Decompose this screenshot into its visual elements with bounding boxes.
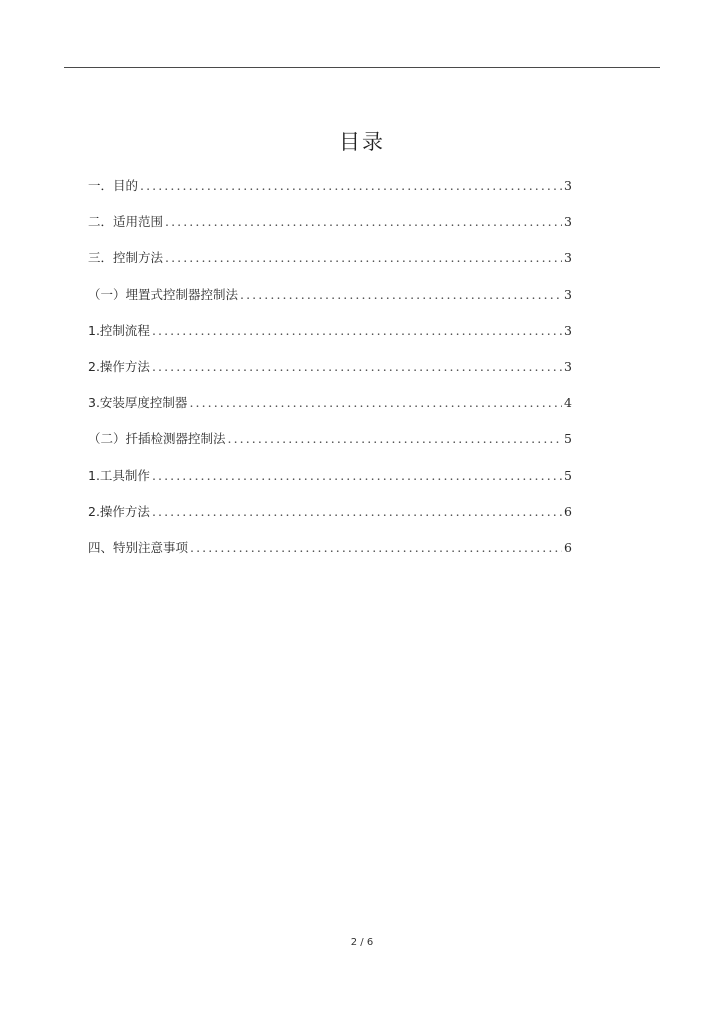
toc-dot-leader xyxy=(152,468,562,483)
toc-dot-leader xyxy=(190,540,562,555)
toc-entry-page: 3 xyxy=(564,250,572,266)
toc-dot-leader xyxy=(165,214,562,229)
toc-entry[interactable] xyxy=(88,285,572,321)
toc-entry-page: 3 xyxy=(564,358,572,374)
header-rule xyxy=(64,67,660,68)
toc-entry[interactable] xyxy=(88,429,572,465)
toc-dot-leader xyxy=(165,250,562,265)
toc-entry-label: 1.控制流程 xyxy=(88,322,150,338)
toc-entry[interactable] xyxy=(88,321,572,357)
toc-dot-leader xyxy=(152,323,562,338)
toc-entry-label: 2.操作方法 xyxy=(88,358,150,374)
toc-entry-page: 4 xyxy=(564,395,572,411)
toc-entry-label: （二）扦插检测器控制法 xyxy=(88,431,226,447)
toc-entry-label: 1.工具制作 xyxy=(88,467,150,483)
toc-entry-label: 一．目的 xyxy=(88,178,139,193)
toc-entry-page: 3 xyxy=(564,322,572,338)
toc-entry-label: （一）埋置式控制器控制法 xyxy=(88,286,239,302)
toc-dot-leader xyxy=(152,359,562,374)
toc-entry-label: 3.安装厚度控制器 xyxy=(88,395,188,411)
toc-entry-label: 四、特别注意事项 xyxy=(88,539,189,555)
toc-list xyxy=(88,176,572,574)
toc-dot-leader xyxy=(140,178,562,193)
toc-entry-label: 三．控制方法 xyxy=(88,250,164,266)
toc-entry-page: 3 xyxy=(564,286,572,302)
toc-entry-label: 二．适用范围 xyxy=(88,214,164,230)
toc-entry[interactable] xyxy=(88,176,572,212)
toc-entry-page: 6 xyxy=(564,539,572,555)
toc-title: 目录 xyxy=(339,130,385,154)
toc-entry[interactable] xyxy=(88,248,572,284)
toc-dot-leader xyxy=(240,287,562,302)
toc-entry[interactable] xyxy=(88,502,572,538)
toc-entry-label: 2.操作方法 xyxy=(88,503,150,519)
toc-dot-leader xyxy=(152,504,562,519)
toc-entry-page: 5 xyxy=(564,431,572,447)
toc-entry[interactable] xyxy=(88,357,572,393)
toc-entry-page: 5 xyxy=(564,467,572,483)
toc-dot-leader xyxy=(189,395,562,410)
toc-entry-page: 3 xyxy=(564,178,572,193)
toc-entry[interactable] xyxy=(88,212,572,248)
toc-entry[interactable] xyxy=(88,393,572,429)
toc-entry[interactable] xyxy=(88,538,572,574)
toc-entry[interactable] xyxy=(88,466,572,502)
page-number-footer: 2 / 6 xyxy=(350,937,374,948)
toc-entry-page: 3 xyxy=(564,214,572,230)
toc-entry-page: 6 xyxy=(564,503,572,519)
toc-dot-leader xyxy=(228,431,563,446)
